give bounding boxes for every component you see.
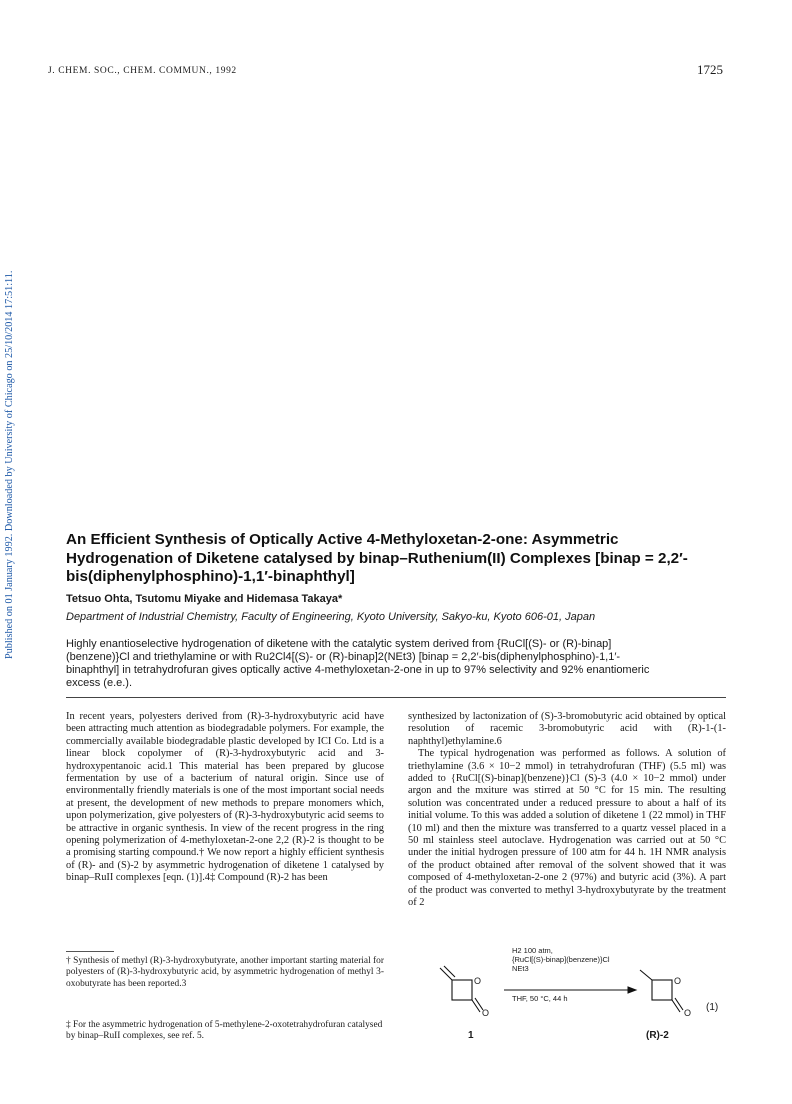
body-paragraph: In recent years, polyesters derived from (R)-3-hydroxybutyric acid have been attracting much attention as biodegradable polymers. For example, the commercially available biodegradable plastic developed by ICI Co. Ltd is a linear block copolymer of (R)-3-hydroxybutyric acid and 3-hydroxypentanoic acid.1 This material has been prepared by glucose fermentation by use of a bacterium of natural origin. Since use of environmentally friendly materials is one of the most important social needs at present, the development of new methods to prepare monomers which, upon polymerization, give polyesters of (R)-3-hydroxybutyric acid seems to be attractive in organic synthesis. In view of the recent progress in the ring opening polymerization of 4-methyloxetan-2-one 2,2 (R)-2 is thought to be a promising starting compound.† We now report a highly efficient synthesis of (R)- and (S)-2 by asymmetric hydrogenation of diketene 1 catalysed by binap–RuII complexes [eqn. (1)].4‡ Compound (R)-2 has been	[66, 711, 384, 884]
condition-base: NEt3	[512, 964, 529, 973]
download-watermark	[0, 0, 22, 1104]
body-column-left	[66, 711, 384, 885]
body-paragraph: synthesized by lactonization of (S)-3-bromobutyric acid obtained by optical resolution of racemic 3-bromobutyric acid with (R)-1-(1-naphthyl)ethylamine.6	[408, 711, 726, 747]
reaction-scheme	[408, 946, 726, 1046]
author-list: Tetsuo Ohta, Tsutomu Miyake and Hidemasa Takaya*	[66, 593, 343, 605]
download-watermark-text: Published on 01 January 1992. Downloaded by University of Chicago on 25/10/2014 17:51:11.	[4, 270, 15, 659]
footnote-dagger: † Synthesis of methyl (R)-3-hydroxybutyrate, another important starting material for polyesters of (R)-3-hydroxybutyric acid, by asymmetric hydrogenation of methyl 3-oxobutyrate has been reported.3	[66, 956, 384, 989]
page-number: 1725	[697, 62, 723, 77]
abstract-divider	[66, 697, 726, 698]
footnote-divider	[66, 951, 114, 952]
abstract: Highly enantioselective hydrogenation of diketene with the catalytic system derived from {RuCl[(S)- or (R)-binap](benzene)}Cl and triethylamine or with Ru2Cl4[(S)- or (R)-binap]2(NEt3) [binap = 2,2′-bis(diphenylphosphino)-1,1′-binaphthyl] in tetrahydrofuran gives optically active 4-methyloxetan-2-one in up to 97% selectivity and 92% enantiomeric excess (e.e.).	[66, 638, 650, 689]
reaction-arrow	[504, 987, 636, 993]
carbonyl-oxygen-label: O	[684, 1008, 692, 1018]
diketene-structure	[440, 966, 483, 1012]
article-title: An Efficient Synthesis of Optically Active 4-Methyloxetan-2-one: Asymmetric Hydrogenation of Diketene catalysed by binap–Ruthenium(II) Complexes [binap = 2,2′-bis(diphenylphosphino)-1,1′-binaphthyl]	[66, 531, 688, 585]
ring-oxygen-label: O	[474, 976, 482, 986]
equation-number: (1)	[706, 1002, 719, 1013]
running-head: J. CHEM. SOC., CHEM. COMMUN., 1992	[48, 66, 237, 76]
condition-catalyst: {RuCl[(S)-binap](benzene)}Cl	[512, 955, 610, 964]
compound-label-1: 1	[468, 1030, 474, 1041]
ring-oxygen-label: O	[674, 976, 682, 986]
body-column-right	[408, 711, 726, 910]
carbonyl-oxygen-label: O	[482, 1008, 490, 1018]
footnote-double-dagger: ‡ For the asymmetric hydrogenation of 5-methylene-2-oxotetrahydrofuran catalysed by binap–RuII complexes, see ref. 5.	[66, 1020, 383, 1042]
body-paragraph: The typical hydrogenation was performed as follows. A solution of triethylamine (3.6 × 10−2 mmol) in tetrahydrofuran (THF) (5.5 ml) was added to {RuCl[(S)-binap](benzene)}Cl (S)-3 (4.0 × 10−2 mmol) under argon and the mxiture was stirred at 50 °C for 15 min. The resulting solution was concentrated under a reduced pressure to about a half of its initial volume. To this was added a solution of diketene 1 (22 mmol) in THF (10 ml) and then the mixture was transferred to a quartz vessel placed in a 50 ml stainless steel autoclave. Hydrogenation was carried out at 50 °C under the initial hydrogen pressure of 100 atm for 44 h. 1H NMR analysis of the product obtained after removal of the solvent showed that it was composed of 4-methyloxetan-2-one 2 (97%) and butyric acid (3%). A part of the product was converted to methyl 3-hydroxybutyrate by the treatment of 2	[408, 748, 726, 909]
condition-pressure: H2 100 atm,	[512, 946, 553, 955]
condition-solvent-temp: THF, 50 °C, 44 h	[512, 994, 568, 1003]
compound-label-r2: (R)-2	[646, 1030, 669, 1041]
affiliation: Department of Industrial Chemistry, Faculty of Engineering, Kyoto University, Sakyo-ku, Kyoto 606-01, Japan	[66, 611, 596, 623]
